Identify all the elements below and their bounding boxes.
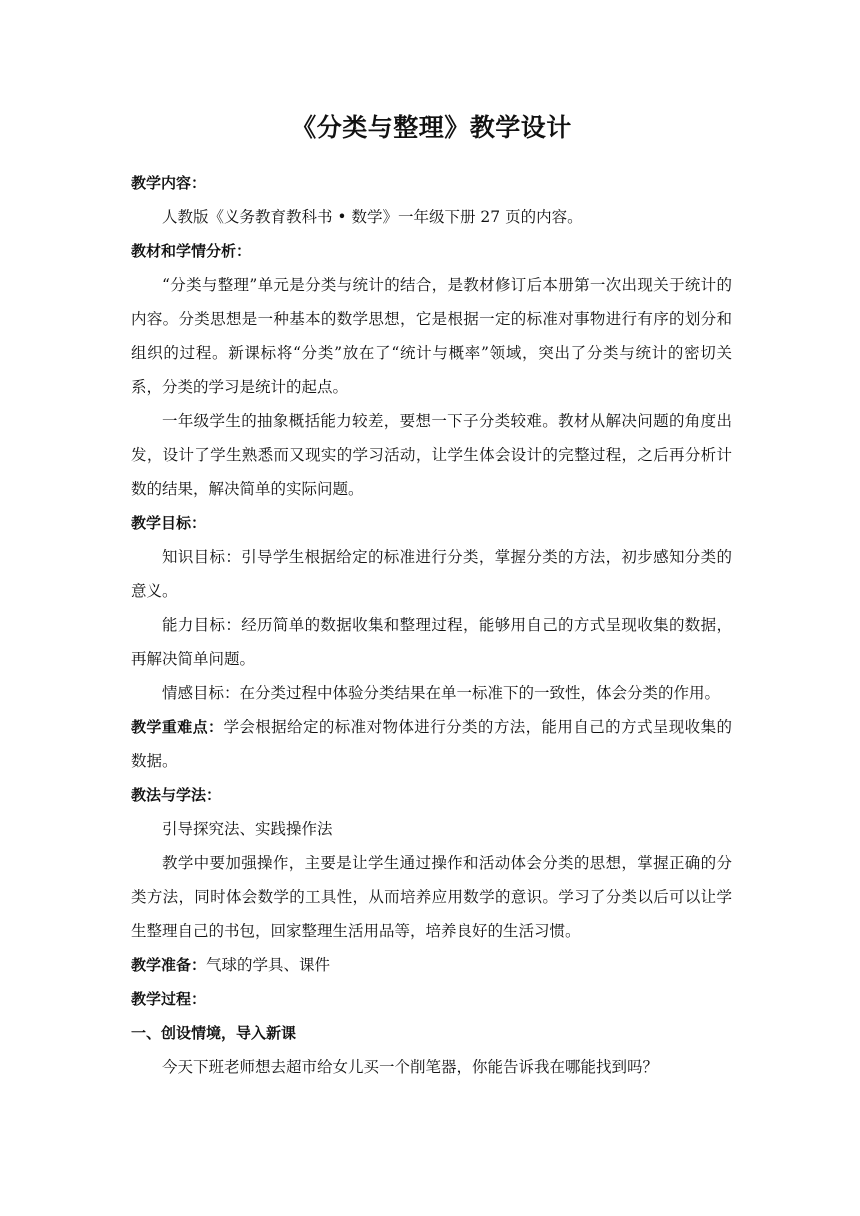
section-goals bbox=[131, 506, 732, 710]
goal-knowledge: 知识目标：引导学生根据给定的标准进行分类，掌握分类的方法，初步感知分类的意义。 bbox=[131, 548, 732, 600]
preparation-text: 气球的学具、课件 bbox=[206, 956, 331, 974]
heading-teaching-content: 教学内容： bbox=[131, 174, 207, 192]
preparation-paragraph bbox=[131, 948, 732, 982]
key-points-paragraph bbox=[131, 710, 732, 778]
heading-process: 教学过程： bbox=[131, 990, 207, 1008]
heading-preparation: 教学准备： bbox=[131, 956, 207, 974]
section-analysis bbox=[131, 234, 732, 506]
key-points-text: 学会根据给定的标准对物体进行分类的方法，能用自己的方式呈现收集的数据。 bbox=[131, 718, 732, 770]
analysis-paragraph-1: “分类与整理”单元是分类与统计的结合，是教材修订后本册第一次出现关于统计的内容。分类思想是一种基本的数学思想，它是根据一定的标准对事物进行有序的划分和组织的过程。新课标将“分类”放在了“统计与概率”领域，突出了分类与统计的密切关系，分类的学习是统计的起点。 bbox=[131, 276, 732, 396]
heading-methods: 教法与学法： bbox=[131, 786, 222, 804]
process-subheading-1: 一、创设情境，导入新课 bbox=[131, 1024, 297, 1042]
goal-ability: 能力目标：经历简单的数据收集和整理过程，能够用自己的方式呈现收集的数据，再解决简单问题。 bbox=[131, 616, 732, 668]
process-paragraph-1: 今天下班老师想去超市给女儿买一个削笔器，你能告诉我在哪能找到吗？ bbox=[162, 1058, 659, 1076]
section-teaching-content bbox=[131, 166, 732, 234]
heading-analysis: 教材和学情分析： bbox=[131, 242, 252, 260]
goal-emotion: 情感目标：在分类过程中体验分类结果在单一标准下的一致性，体会分类的作用。 bbox=[162, 684, 721, 702]
analysis-paragraph-2: 一年级学生的抽象概括能力较差，要想一下子分类较难。教材从解决问题的角度出发，设计了学生熟悉而又现实的学习活动，让学生体会设计的完整过程，之后再分析计数的结果，解决简单的实际问题。 bbox=[131, 412, 732, 498]
section-key-points bbox=[131, 710, 732, 778]
heading-goals: 教学目标： bbox=[131, 514, 207, 532]
section-process bbox=[131, 982, 732, 1084]
section-preparation bbox=[131, 948, 732, 982]
methods-paragraph-1: 引导探究法、实践操作法 bbox=[162, 820, 333, 838]
document-title: 《分类与整理》教学设计 bbox=[291, 113, 572, 142]
heading-key-points: 教学重难点： bbox=[131, 718, 224, 736]
teaching-content-text: 人教版《义务教育教科书 • 数学》一年级下册 27 页的内容。 bbox=[162, 208, 583, 226]
methods-paragraph-2: 教学中要加强操作，主要是让学生通过操作和活动体会分类的思想，掌握正确的分类方法，同时体会数学的工具性，从而培养应用数学的意识。学习了分类以后可以让学生整理自己的书包，回家整理生活用品等，培养良好的生活习惯。 bbox=[131, 854, 732, 940]
section-methods bbox=[131, 778, 732, 948]
